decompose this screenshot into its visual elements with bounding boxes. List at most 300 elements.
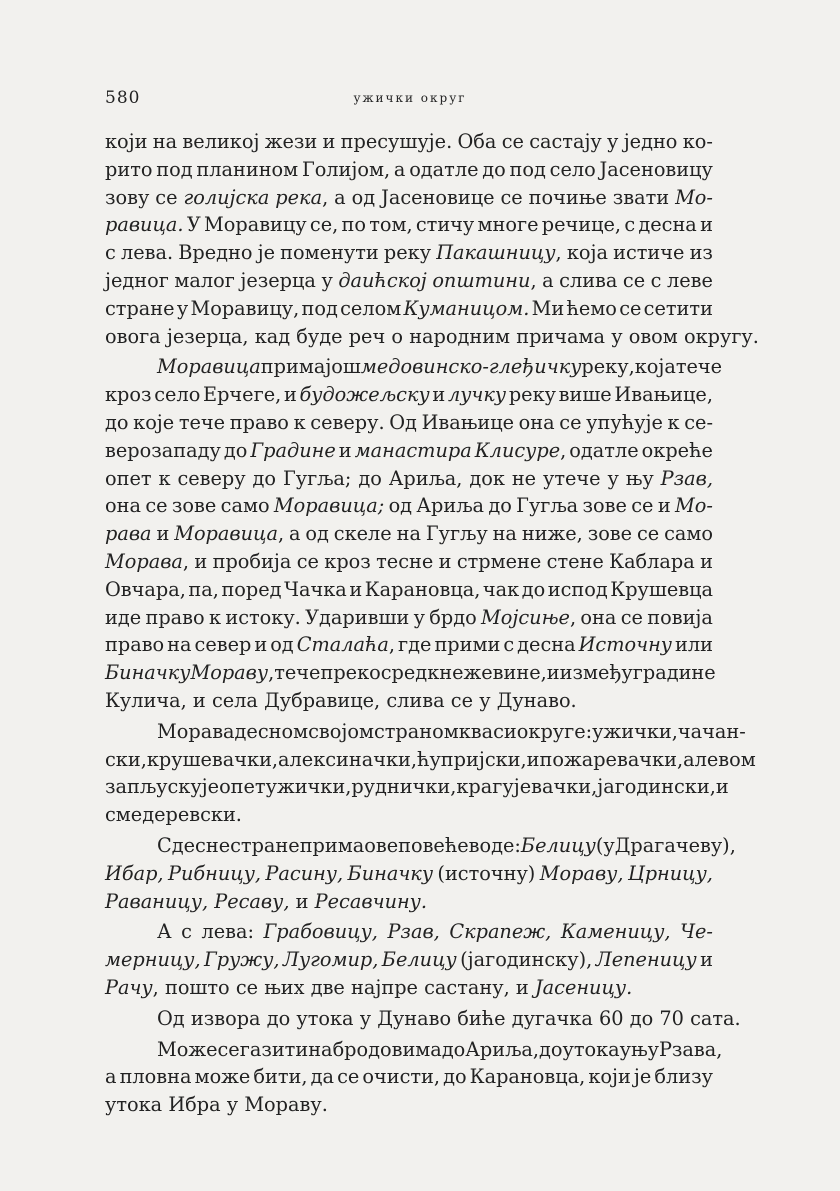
word: у [607,466,619,490]
word: Дубравице, [264,688,381,712]
page-number: 580 [105,88,141,108]
word: планином [196,157,299,181]
text-line [105,409,713,437]
word: повија [647,605,713,629]
word: А [157,920,172,944]
word: С [157,833,172,857]
word: иде [105,605,142,629]
word: Мо- [675,494,713,518]
word: Источну [578,633,672,657]
word: Градине [250,438,336,462]
word: Морава, [105,549,190,573]
word: окреће [641,438,713,462]
word: се [337,1065,360,1089]
text-line [105,492,713,520]
word: Мораву, [539,861,624,885]
word: јагодински, [597,775,716,799]
word: Ибра [168,1093,221,1117]
word: биће [457,1006,506,1030]
word: одатле [409,157,479,181]
word: Крушевца [610,577,713,601]
word: до [443,1065,467,1089]
word: њу [625,466,654,490]
word: утока [562,1037,620,1061]
word: северу. [310,410,385,434]
word: поменути [280,241,379,265]
word: Белицу [520,833,596,857]
word: и [438,549,452,573]
word: у [226,1093,239,1117]
word: једно [623,130,678,153]
word: док [469,466,505,490]
word: више [558,383,612,407]
word: великој [182,130,260,153]
word: се [620,605,643,629]
word: почиње [528,185,607,209]
word: и [700,549,713,573]
word: десна [517,633,576,657]
word: народним [409,324,511,348]
word: а [393,157,406,181]
word: чак [482,577,520,601]
word: и [192,688,206,712]
word: до [488,494,512,518]
word: кад [254,324,291,348]
word: запљускује [105,775,220,799]
word: може [194,1065,251,1089]
word: по [341,213,366,237]
text-line [105,381,713,409]
text-line [105,974,713,1002]
word: Моравицу [204,213,307,237]
word: најпре [351,975,418,999]
word: стране [230,833,300,857]
word: а [289,522,301,546]
text-line [105,801,713,829]
text-line [105,773,729,801]
word: се [450,688,474,712]
word: се [636,522,660,546]
word: селом [340,296,402,320]
word: испод [547,577,608,601]
word: од [305,522,329,546]
word: у [359,1006,372,1030]
word: где [398,633,432,657]
word: у [619,1037,631,1061]
word: прима [299,833,365,857]
word: утече [543,466,601,490]
word: прима [260,355,326,379]
word: који [588,1065,631,1089]
word: манастира [354,438,472,462]
text-line [105,659,716,687]
word: леве [667,268,713,292]
word: она [580,605,617,629]
word: брдо [429,605,477,629]
word: северу [177,466,246,490]
word: Пакашницу, [436,241,562,265]
word: Биначку [105,661,191,685]
word: која [634,355,676,379]
word: Оба [457,130,497,153]
word: Ударивши [305,605,410,629]
word: од [351,185,376,209]
text-line [105,295,713,323]
text-line [105,128,713,156]
word: а [542,268,554,292]
word: стичу [415,213,475,237]
word: Ибар, [105,861,164,885]
word: бити, [253,1065,308,1089]
word: Ариља [416,494,484,518]
word: к [667,410,680,434]
text-line [105,267,713,295]
word: општини, [432,268,537,292]
word: овом [628,324,678,348]
word: овога [105,324,161,348]
word: Гугљу [425,522,488,546]
word: Голијом, [301,157,391,181]
text-line [105,1036,723,1064]
text-line [105,520,713,548]
word: је [257,241,276,265]
word: и [715,775,729,799]
word: звати [612,185,670,209]
word: Од [157,1006,185,1030]
word: Ивањице, [614,383,713,407]
word: из [689,241,713,265]
word: а [683,747,695,771]
word: се [631,494,654,518]
word: Ми [531,296,565,320]
word: дугачка [511,1006,593,1030]
word: утока [105,1093,163,1117]
text-line [105,631,713,659]
word: или [674,633,713,657]
word: реку [508,383,556,407]
word: Скрапеж, [449,920,552,944]
word: пожаревачки, [539,747,684,771]
word: зове [587,522,633,546]
word: (источну) [437,861,536,885]
word: ниже, [521,522,583,546]
word: пресушује. [340,130,453,153]
word: Белицу [381,948,457,972]
word: реку, [581,355,635,379]
body-text [105,128,759,1119]
word: десна [638,213,697,237]
text-line [105,353,723,381]
word: упућује [586,410,663,434]
word: кроз [324,549,371,573]
word: стрмене [456,549,542,573]
word: до [521,577,546,601]
word: и [700,213,713,237]
word: причама [516,324,606,348]
word: право [229,410,289,434]
page-header [105,88,715,112]
word: језерца [240,268,316,292]
word: до [441,1037,466,1061]
text-line [105,239,713,267]
word: Ресавчину. [314,889,427,913]
text-line [105,746,756,774]
word: голијска [183,185,270,209]
word: многе [477,213,539,237]
word: својом [308,719,374,743]
word: и [526,747,540,771]
word: левом [694,747,756,771]
word: река, [275,185,329,209]
word: ужички, [265,775,352,799]
word: се [296,549,319,573]
word: о [391,324,404,348]
word: од [388,494,413,518]
word: једног [105,268,169,292]
word: жези [264,130,318,153]
word: Ариља, [465,1037,539,1061]
text-line [105,718,746,746]
word: зову [105,185,150,209]
text-line [105,888,713,916]
word: у [611,324,623,348]
word: право [145,605,205,629]
word: опет [105,466,152,490]
word: село [154,383,201,407]
word: и [283,383,297,407]
word: Црницу, [627,861,713,885]
word: још [325,355,361,379]
word: се [559,410,582,434]
word: у [321,268,333,292]
word: а [105,1065,117,1089]
word: крушевачки, [146,747,279,771]
word: пловна [119,1065,192,1089]
word: Ариља, [388,466,463,490]
word: и [254,633,268,657]
word: страном [373,719,459,743]
word: ћупријски, [417,747,527,771]
word: до [266,1006,291,1030]
word: Моравицу, [190,296,300,320]
word: и [295,889,309,913]
text-line [105,918,713,946]
word: Гружу, [204,948,280,972]
word: до [482,157,506,181]
word: Драгачеву), [614,833,736,857]
word: малог [174,268,235,292]
word: је [633,1065,652,1089]
word: мерницу, [105,948,201,972]
word: с [650,268,662,292]
word: истоку. [225,605,301,629]
word: Мо- [675,185,713,209]
word: слива [386,688,445,712]
word: језерца, [166,324,249,348]
word: равица. [105,213,184,237]
word: Кулича, [105,688,187,712]
word: до [358,466,382,490]
word: с [624,213,636,237]
word: на [167,633,192,657]
word: у [479,688,491,712]
word: ћемо [566,296,617,320]
word: која [566,241,608,265]
word: па, [188,577,219,601]
word: се- [684,410,713,434]
running-title: ужички округ [353,91,467,105]
word: зове [582,494,627,518]
word: под [509,157,546,181]
word: Карановца, [364,577,481,601]
word: Ивањице [421,410,515,434]
word: градине [632,661,716,685]
word: две [310,975,345,999]
word: да [310,1065,334,1089]
word: лучку [447,383,507,407]
word: Клисуре, [474,438,567,462]
word: зове [171,494,217,518]
word: ко- [682,130,713,153]
word: од [270,633,294,657]
word: лева. [120,241,174,265]
word: воде: [468,833,521,857]
word: Моравица, [174,522,285,546]
word: Каблара [609,549,695,573]
text-line [105,1063,713,1091]
word: десне [171,833,231,857]
word: Ресаву, [214,889,290,913]
word: пошто [164,975,230,999]
word: сетити [643,296,713,320]
word: Расину, [265,861,344,885]
word: реку [383,241,432,265]
word: ужички, [592,719,678,743]
text-line [105,946,713,974]
word: Лугомир, [282,948,379,972]
word: округу. [683,324,759,348]
word: Дунаво. [496,688,577,712]
text-line [105,687,713,715]
word: Карановца, [469,1065,586,1089]
word: медовинско-глеђичку [360,355,582,379]
word: руднички, [351,775,457,799]
word: Моравица [157,355,261,379]
word: Мораву. [244,1093,328,1117]
word: Чачка [284,577,347,601]
word: у [176,296,189,320]
word: 70 [659,1006,684,1030]
word: Рзав, [660,466,713,490]
word: на [308,1037,333,1061]
word: поред [221,577,282,601]
text-line [105,604,713,632]
word: смедеревски. [105,803,242,827]
text-line [105,1005,741,1033]
word: Гугља; [282,466,352,490]
word: одатле [569,438,639,462]
word: ски, [105,747,147,771]
word: Куманицом. [403,296,530,320]
word: и [194,549,208,573]
text-line [105,576,713,604]
word: Моравица; [273,494,385,518]
word: се, [309,213,339,237]
word: Јасеновице [381,185,495,209]
word: тече [178,410,226,434]
word: газити [239,1037,309,1061]
word: близу [654,1065,713,1089]
word: стене [546,549,604,573]
word: она [105,494,141,518]
text-line [105,323,759,351]
word: истиче [613,241,685,265]
word: на [152,130,178,153]
word: сред [380,661,428,685]
word: сата. [690,1006,741,1030]
word: Морава [157,719,235,743]
word: које [133,410,175,434]
word: састану, [424,975,510,999]
word: и [657,494,671,518]
word: до [105,410,129,434]
word: Дунаво [377,1006,452,1030]
word: Гугља [516,494,579,518]
word: верозападу [105,438,221,462]
word: речице, [541,213,622,237]
word: она [518,410,555,434]
word: пробија [212,549,292,573]
word: Вредно [178,241,253,265]
word: се [235,975,259,999]
word: Ерчеге, [203,383,282,407]
word: Рзава, [658,1037,723,1061]
word: између [559,661,633,685]
word: села [211,688,258,712]
word: опет [219,775,266,799]
word: Од [389,410,417,434]
word: Каменицу, [560,920,671,944]
word: и [338,438,352,462]
word: десном [234,719,309,743]
word: очисти, [362,1065,441,1089]
word: Овчара, [105,577,186,601]
text-line [105,860,713,888]
word: Јасеницу. [534,975,633,999]
word: с [105,241,116,265]
word: право [105,633,165,657]
word: и [432,383,446,407]
word: тесне [376,549,434,573]
word: до [252,466,277,490]
word: се [500,185,523,209]
word: к [208,605,222,629]
word: север [194,633,252,657]
word: извора [190,1006,261,1030]
text-line [105,211,713,239]
word: том, [369,213,413,237]
text-line [105,832,736,860]
word: крагујевачки, [456,775,598,799]
word: и [156,522,170,546]
word: кнежевине, [427,661,547,685]
word: у [413,605,425,629]
word: слива [559,268,618,292]
text-line [105,465,713,493]
word: Рачу, [105,975,159,999]
text-line [105,437,713,465]
word: с [503,633,515,657]
